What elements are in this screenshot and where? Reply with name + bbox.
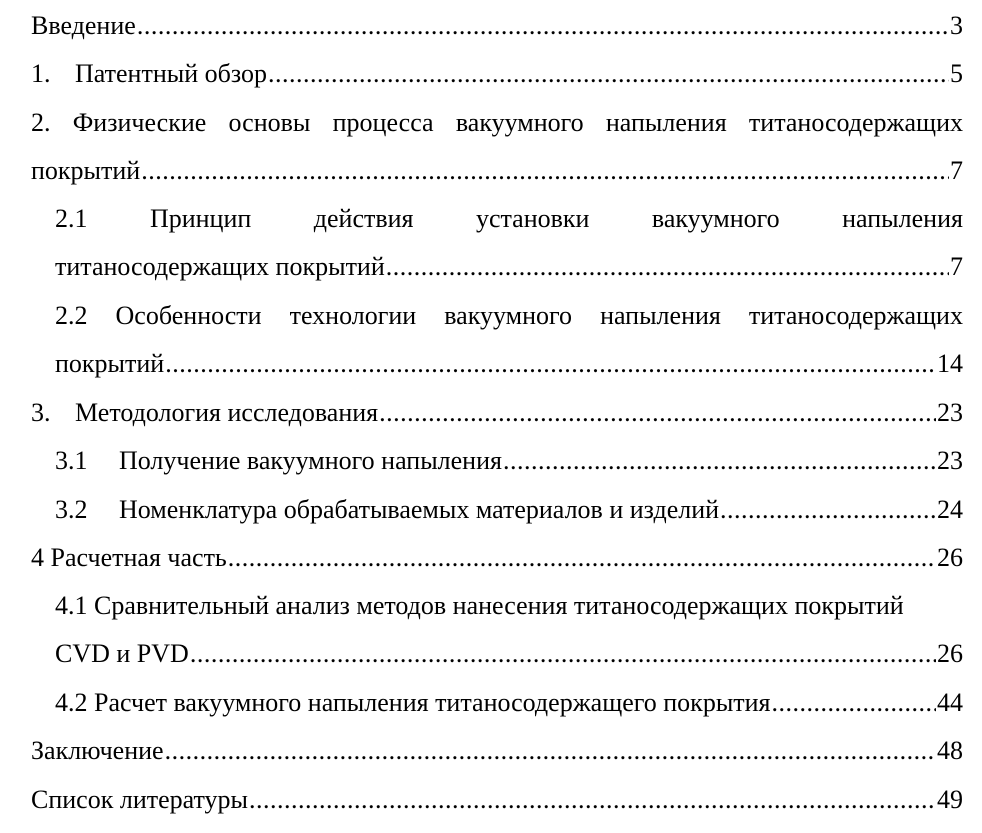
toc-entry-references[interactable]	[31, 776, 963, 824]
toc-word: Физические	[72, 108, 207, 137]
toc-entry-title: Получение вакуумного напыления	[119, 446, 502, 475]
toc-entry-number: 3.1	[55, 446, 88, 475]
toc-entry-title: Номенклатура обрабатываемых материалов и изделий	[119, 495, 720, 524]
dot-leader	[386, 243, 949, 291]
toc-word: титаносодержащих	[748, 108, 963, 137]
toc-word: Принцип	[149, 204, 252, 233]
toc-entry-title-line2: покрытий	[31, 156, 141, 185]
toc-word: Особенности	[115, 301, 262, 330]
toc-page-number: 23	[937, 446, 963, 475]
toc-page-number: 26	[937, 639, 963, 668]
toc-word: вакуумного	[455, 108, 584, 137]
toc-entry-section-3[interactable]	[31, 389, 963, 437]
toc-page-number: 49	[937, 785, 963, 814]
dot-leader	[141, 147, 949, 195]
toc-word: технологии	[289, 301, 417, 330]
toc-entry-section-4-1[interactable]	[55, 582, 963, 678]
toc-entry-number: 2.1	[55, 204, 88, 233]
toc-page-number: 24	[937, 495, 963, 524]
dot-leader	[190, 630, 936, 678]
toc-page-number: 23	[937, 398, 963, 427]
toc-entry-number: 3.2	[55, 495, 88, 524]
toc-entry-title: Список литературы	[31, 785, 248, 814]
toc-entry-title-line2: покрытий	[55, 349, 165, 378]
toc-word: вакуумного	[444, 301, 573, 330]
dot-leader	[137, 2, 949, 50]
toc-entry-title: Введение	[31, 11, 136, 40]
toc-entry-conclusion[interactable]	[31, 727, 963, 775]
toc-entry-section-1[interactable]	[31, 50, 963, 98]
toc-page-number: 44	[937, 688, 963, 717]
toc-entry-title: Методология исследования	[75, 398, 379, 427]
toc-page-number: 26	[937, 543, 963, 572]
toc-entry-title: Заключение	[31, 736, 164, 765]
toc-entry-title-line1	[31, 99, 963, 147]
toc-word: процесса	[332, 108, 434, 137]
toc-entry-section-2-2[interactable]	[55, 292, 963, 388]
toc-entry-number: 1.	[31, 59, 51, 88]
toc-word: установки	[475, 204, 590, 233]
toc-entry-title-line1	[55, 195, 963, 243]
toc-word: напыления	[600, 301, 721, 330]
dot-leader	[165, 727, 936, 775]
toc-entry-section-3-2[interactable]	[55, 486, 963, 534]
toc-entry-title: 4 Расчетная часть	[31, 543, 227, 572]
toc-word: основы	[228, 108, 311, 137]
toc-page-number: 48	[937, 736, 963, 765]
toc-page-number: 7	[950, 156, 963, 185]
toc-word: действия	[313, 204, 414, 233]
toc-page-number: 3	[950, 11, 963, 40]
toc-entry-title-line1	[55, 292, 963, 340]
toc-entry-number: 2.2	[55, 301, 88, 330]
toc-entry-title-line2: титаносодержащих покрытий	[55, 252, 385, 281]
toc-word: титаносодержащих	[748, 301, 963, 330]
toc-entry-number: 2.	[31, 108, 51, 137]
toc-page-number: 5	[950, 59, 963, 88]
dot-leader	[720, 486, 936, 534]
toc-page-number: 7	[950, 252, 963, 281]
toc-entry-title: 4.2 Расчет вакуумного напыления титаносодержащего покрытия	[55, 688, 771, 717]
toc-entry-title-line1: 4.1 Сравнительный анализ методов нанесения титаносодержащих покрытий	[55, 591, 904, 620]
dot-leader	[268, 50, 949, 98]
dot-leader	[228, 534, 936, 582]
toc-entry-section-2-1[interactable]	[55, 195, 963, 291]
toc-entry-section-2[interactable]	[31, 99, 963, 195]
dot-leader	[503, 437, 936, 485]
toc-entry-number: 3.	[31, 398, 51, 427]
toc-entry-section-3-1[interactable]	[55, 437, 963, 485]
dot-leader	[249, 776, 936, 824]
toc-word: напыления	[605, 108, 727, 137]
toc-entry-title: Патентный обзор	[75, 59, 267, 88]
dot-leader	[379, 389, 936, 437]
toc-word: вакуумного	[651, 204, 780, 233]
toc-entry-intro[interactable]	[31, 2, 963, 50]
dot-leader	[165, 340, 936, 388]
toc-entry-section-4-2[interactable]	[55, 679, 963, 727]
toc-word: напыления	[842, 204, 963, 233]
toc-entry-title-line2: CVD и PVD	[55, 639, 189, 668]
toc-entry-section-4[interactable]	[31, 534, 963, 582]
dot-leader	[772, 679, 936, 727]
toc-page-number: 14	[937, 349, 963, 378]
